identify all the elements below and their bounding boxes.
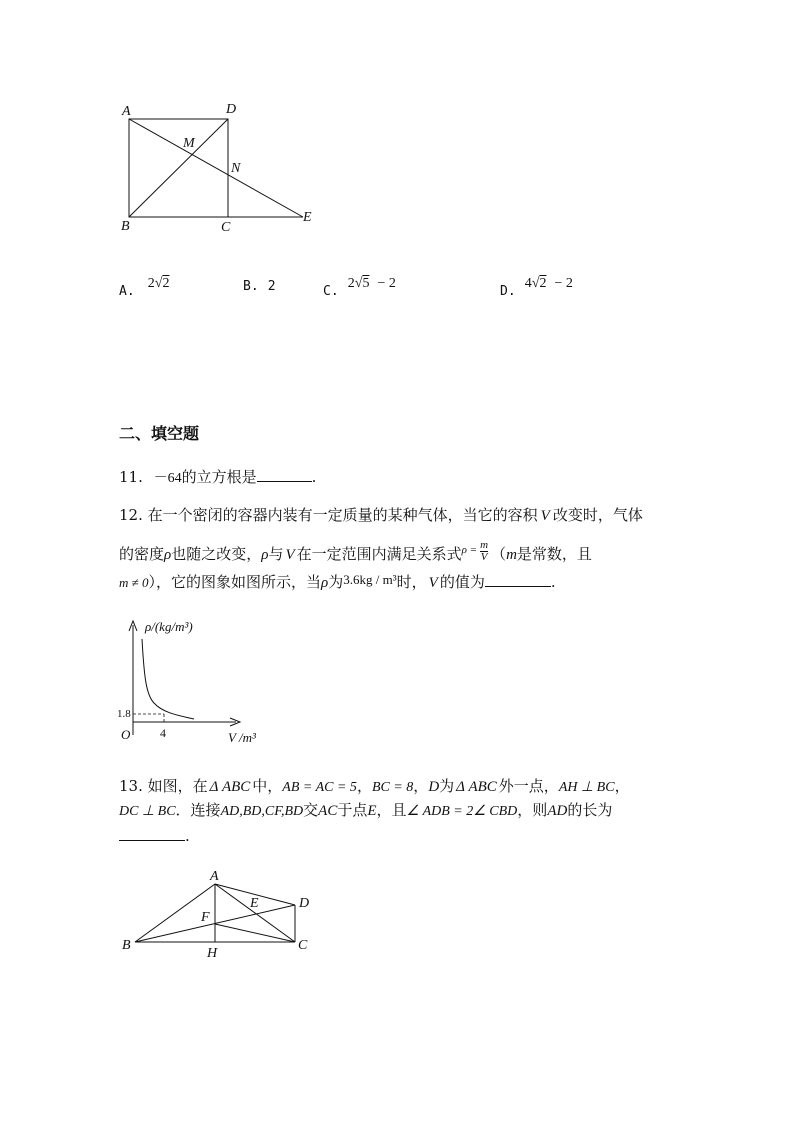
curve	[142, 639, 194, 719]
option-d-coef: 4	[524, 276, 532, 291]
q12-text: 与	[268, 545, 284, 563]
q12-text: 的密度	[119, 545, 165, 563]
q11-answer-blank[interactable]	[257, 467, 312, 482]
q12-formula-den: V	[480, 550, 488, 563]
q11-end: .	[311, 468, 317, 486]
label-m: M	[183, 136, 195, 151]
q13-text: 为	[439, 777, 455, 795]
q13-text: ．连接	[175, 801, 221, 819]
q13-text: 的长为	[567, 801, 613, 819]
option-c-coef: 2	[347, 276, 355, 291]
q12-text: 的值为	[439, 573, 485, 591]
q12-text: 在一个密闭的容器内装有一定质量的某种气体，当它的容积	[147, 506, 538, 524]
q12-var-v: V	[428, 575, 438, 591]
q12-line-3	[119, 570, 556, 593]
q13-point-e: E	[367, 803, 377, 819]
sqrt-icon: √	[531, 276, 540, 291]
q12-rho: ρ	[164, 547, 172, 563]
figure-square-diagram	[115, 100, 335, 240]
q13-text: 于点	[337, 801, 368, 819]
q12-formula-fraction	[480, 540, 488, 563]
option-c-tail: − 2	[377, 276, 396, 291]
q12-text: 时，	[396, 573, 427, 591]
option-b-letter: B.	[243, 279, 259, 294]
sqrt-icon: √	[154, 276, 163, 291]
q12-number: 12.	[119, 506, 143, 524]
q13-ac: AC	[318, 803, 338, 819]
graph-x-label: V /m³	[228, 730, 256, 745]
q12-text: 在一定范围内满足关系式	[296, 545, 462, 563]
q12-formula-lhs: ρ =	[461, 544, 478, 556]
option-d-radicand: 2	[539, 276, 547, 291]
option-a[interactable]	[119, 272, 170, 299]
q13-triangle: Δ ABC	[209, 779, 251, 795]
q12-end: .	[550, 573, 556, 591]
q13-text: 如图，在	[147, 777, 208, 795]
q12-text: （	[491, 545, 507, 563]
q13-angle: ∠ ADB = 2∠ CBD	[406, 804, 518, 819]
figure-triangle-diagram	[125, 875, 315, 955]
label-n: N	[231, 161, 241, 176]
q12-line-1	[119, 505, 643, 526]
q12-density: 3.6kg / m³	[343, 572, 397, 587]
q13-text: ，	[614, 777, 630, 795]
option-a-radicand: 2	[162, 276, 170, 291]
q12-rho: ρ	[321, 575, 329, 591]
q12-text: 改变时，气体	[552, 506, 643, 524]
q13-text: 外一点，	[498, 777, 559, 795]
q13-line-2	[119, 800, 612, 822]
option-b-value: 2	[267, 279, 276, 294]
q11-value: －64	[153, 471, 182, 486]
q13-text: ，	[356, 777, 372, 795]
q13-triangle: Δ ABC	[456, 779, 497, 795]
q13-eq-ah: AH ⊥ BC	[558, 780, 615, 795]
option-a-letter: A.	[119, 284, 135, 299]
q13-point-d: D	[428, 779, 440, 795]
graph-origin: O	[121, 727, 131, 742]
graph-x-tick: 4	[160, 726, 166, 740]
q13-line-3	[119, 826, 190, 846]
graph-y-label: ρ/(kg/m³)	[145, 619, 193, 634]
q13-text: ，	[413, 777, 429, 795]
label-c: C	[298, 938, 308, 953]
q13-eq-dc: DC ⊥ BC	[119, 804, 176, 819]
q13-segments: AD,BD,CF,BD	[220, 804, 304, 819]
q12-var-v: V	[285, 547, 295, 563]
q12-text: 为	[328, 573, 344, 591]
q13-ad: AD	[547, 803, 568, 819]
label-h: H	[207, 946, 218, 961]
label-f: F	[201, 910, 210, 925]
diagonal-bd	[129, 119, 228, 217]
q12-var-v: V	[540, 508, 550, 524]
option-a-coef: 2	[147, 276, 155, 291]
label-d: D	[226, 102, 237, 117]
q12-line-2	[119, 540, 592, 567]
q13-text: 交	[303, 801, 319, 819]
q12-m-condition: m ≠ 0	[119, 575, 149, 590]
label-e: E	[303, 210, 312, 225]
q13-eq-bc: BC = 8	[371, 780, 414, 795]
q13-number: 13.	[119, 777, 143, 795]
q13-line-1	[119, 776, 630, 798]
q13-text: 中，	[252, 777, 283, 795]
q13-eq-ab: AB = AC = 5	[282, 780, 357, 795]
label-d: D	[299, 896, 310, 911]
q11-text: 的立方根是	[181, 468, 257, 486]
option-c-letter: C.	[323, 284, 339, 299]
q12-answer-blank[interactable]	[485, 572, 551, 587]
label-e: E	[250, 896, 259, 911]
label-a: A	[210, 869, 219, 884]
q12-m: m	[506, 547, 517, 563]
option-d[interactable]	[500, 272, 573, 299]
q12-text: ），它的图象如图所示，当	[148, 573, 322, 591]
graph-y-tick: 1.8	[117, 708, 131, 720]
option-d-tail: − 2	[554, 276, 573, 291]
segment-ae	[129, 119, 303, 217]
label-b: B	[121, 219, 130, 234]
sqrt-icon: √	[354, 276, 363, 291]
q12-text: 是常数，且	[516, 545, 592, 563]
q12-formula-num: m	[480, 538, 489, 551]
option-c-radicand: 5	[362, 276, 370, 291]
q13-text: ，则	[517, 801, 548, 819]
option-b[interactable]	[243, 275, 276, 294]
q11-number: 11.	[119, 468, 143, 486]
question-11	[119, 467, 316, 489]
q12-text: 也随之改变，	[171, 545, 262, 563]
option-c[interactable]	[323, 272, 396, 299]
q13-end: .	[185, 827, 190, 845]
label-a: A	[122, 104, 131, 119]
label-b: B	[122, 938, 131, 953]
q13-answer-blank[interactable]	[119, 826, 185, 841]
option-d-letter: D.	[500, 284, 516, 299]
q13-text: ，且	[376, 801, 407, 819]
section-title: 二、填空题	[119, 424, 200, 443]
label-c: C	[221, 220, 231, 235]
q12-rho: ρ	[261, 547, 269, 563]
